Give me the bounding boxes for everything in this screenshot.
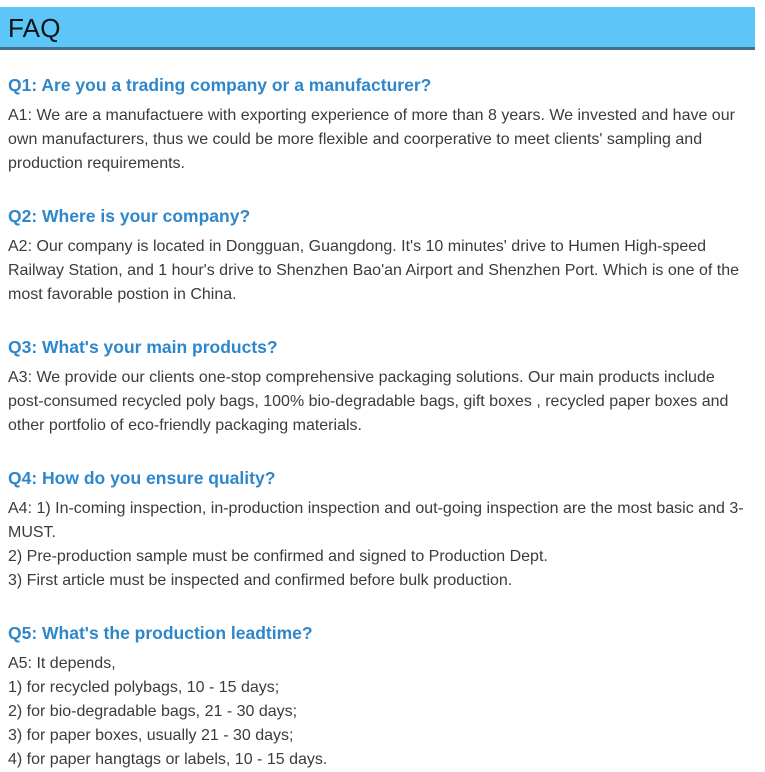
faq-answer-line: A3: We provide our clients one-stop comprehensive packaging solutions. Our main products include post-consumed recycled poly bags, 100% bio-degradable bags, gift boxes , recycled paper boxes and other portfolio of eco-friendly packaging materials. (8, 369, 729, 434)
faq-item (8, 623, 747, 772)
faq-question: Q1: Are you a trading company or a manufacturer? (8, 75, 432, 95)
faq-answer (8, 104, 747, 176)
faq-header-title: FAQ (8, 13, 61, 43)
faq-list (0, 75, 765, 772)
faq-answer-line: 3) for paper boxes, usually 21 - 30 days; (8, 727, 294, 744)
faq-answer-line: 4) for paper hangtags or labels, 10 - 15 days. (8, 751, 328, 768)
faq-answer-line: A2: Our company is located in Dongguan, Guangdong. It's 10 minutes' drive to Humen High-speed Railway Station, and 1 hour's drive to Shenzhen Bao'an Airport and Shenzhen Port. Which is one of the most favorable postion in China. (8, 238, 739, 303)
faq-question: Q5: What's the production leadtime? (8, 623, 313, 643)
faq-answer-line: A5: It depends, (8, 655, 116, 672)
faq-answer-line: 2) for bio-degradable bags, 21 - 30 days; (8, 703, 298, 720)
faq-answer (8, 366, 747, 438)
faq-page (0, 7, 765, 768)
faq-item (8, 337, 747, 438)
faq-item (8, 75, 747, 176)
faq-answer (8, 652, 747, 772)
faq-question: Q2: Where is your company? (8, 206, 251, 226)
faq-answer-line: A4: 1) In-coming inspection, in-production inspection and out-going inspection are the most basic and 3-MUST. (8, 500, 744, 541)
faq-answer (8, 497, 747, 593)
faq-answer-line: 1) for recycled polybags, 10 - 15 days; (8, 679, 280, 696)
faq-answer-line: 2) Pre-production sample must be confirmed and signed to Production Dept. (8, 548, 548, 565)
faq-answer-line: 3) First article must be inspected and confirmed before bulk production. (8, 572, 513, 589)
faq-question: Q3: What's your main products? (8, 337, 278, 357)
faq-answer (8, 235, 747, 307)
faq-section-header (0, 7, 755, 50)
faq-item (8, 206, 747, 307)
faq-answer-line: A1: We are a manufactuere with exporting experience of more than 8 years. We invested and have our own manufacturers, thus we could be more flexible and coorperative to meet clients' sampling and production requirements. (8, 107, 735, 172)
faq-question: Q4: How do you ensure quality? (8, 468, 276, 488)
faq-item (8, 468, 747, 593)
